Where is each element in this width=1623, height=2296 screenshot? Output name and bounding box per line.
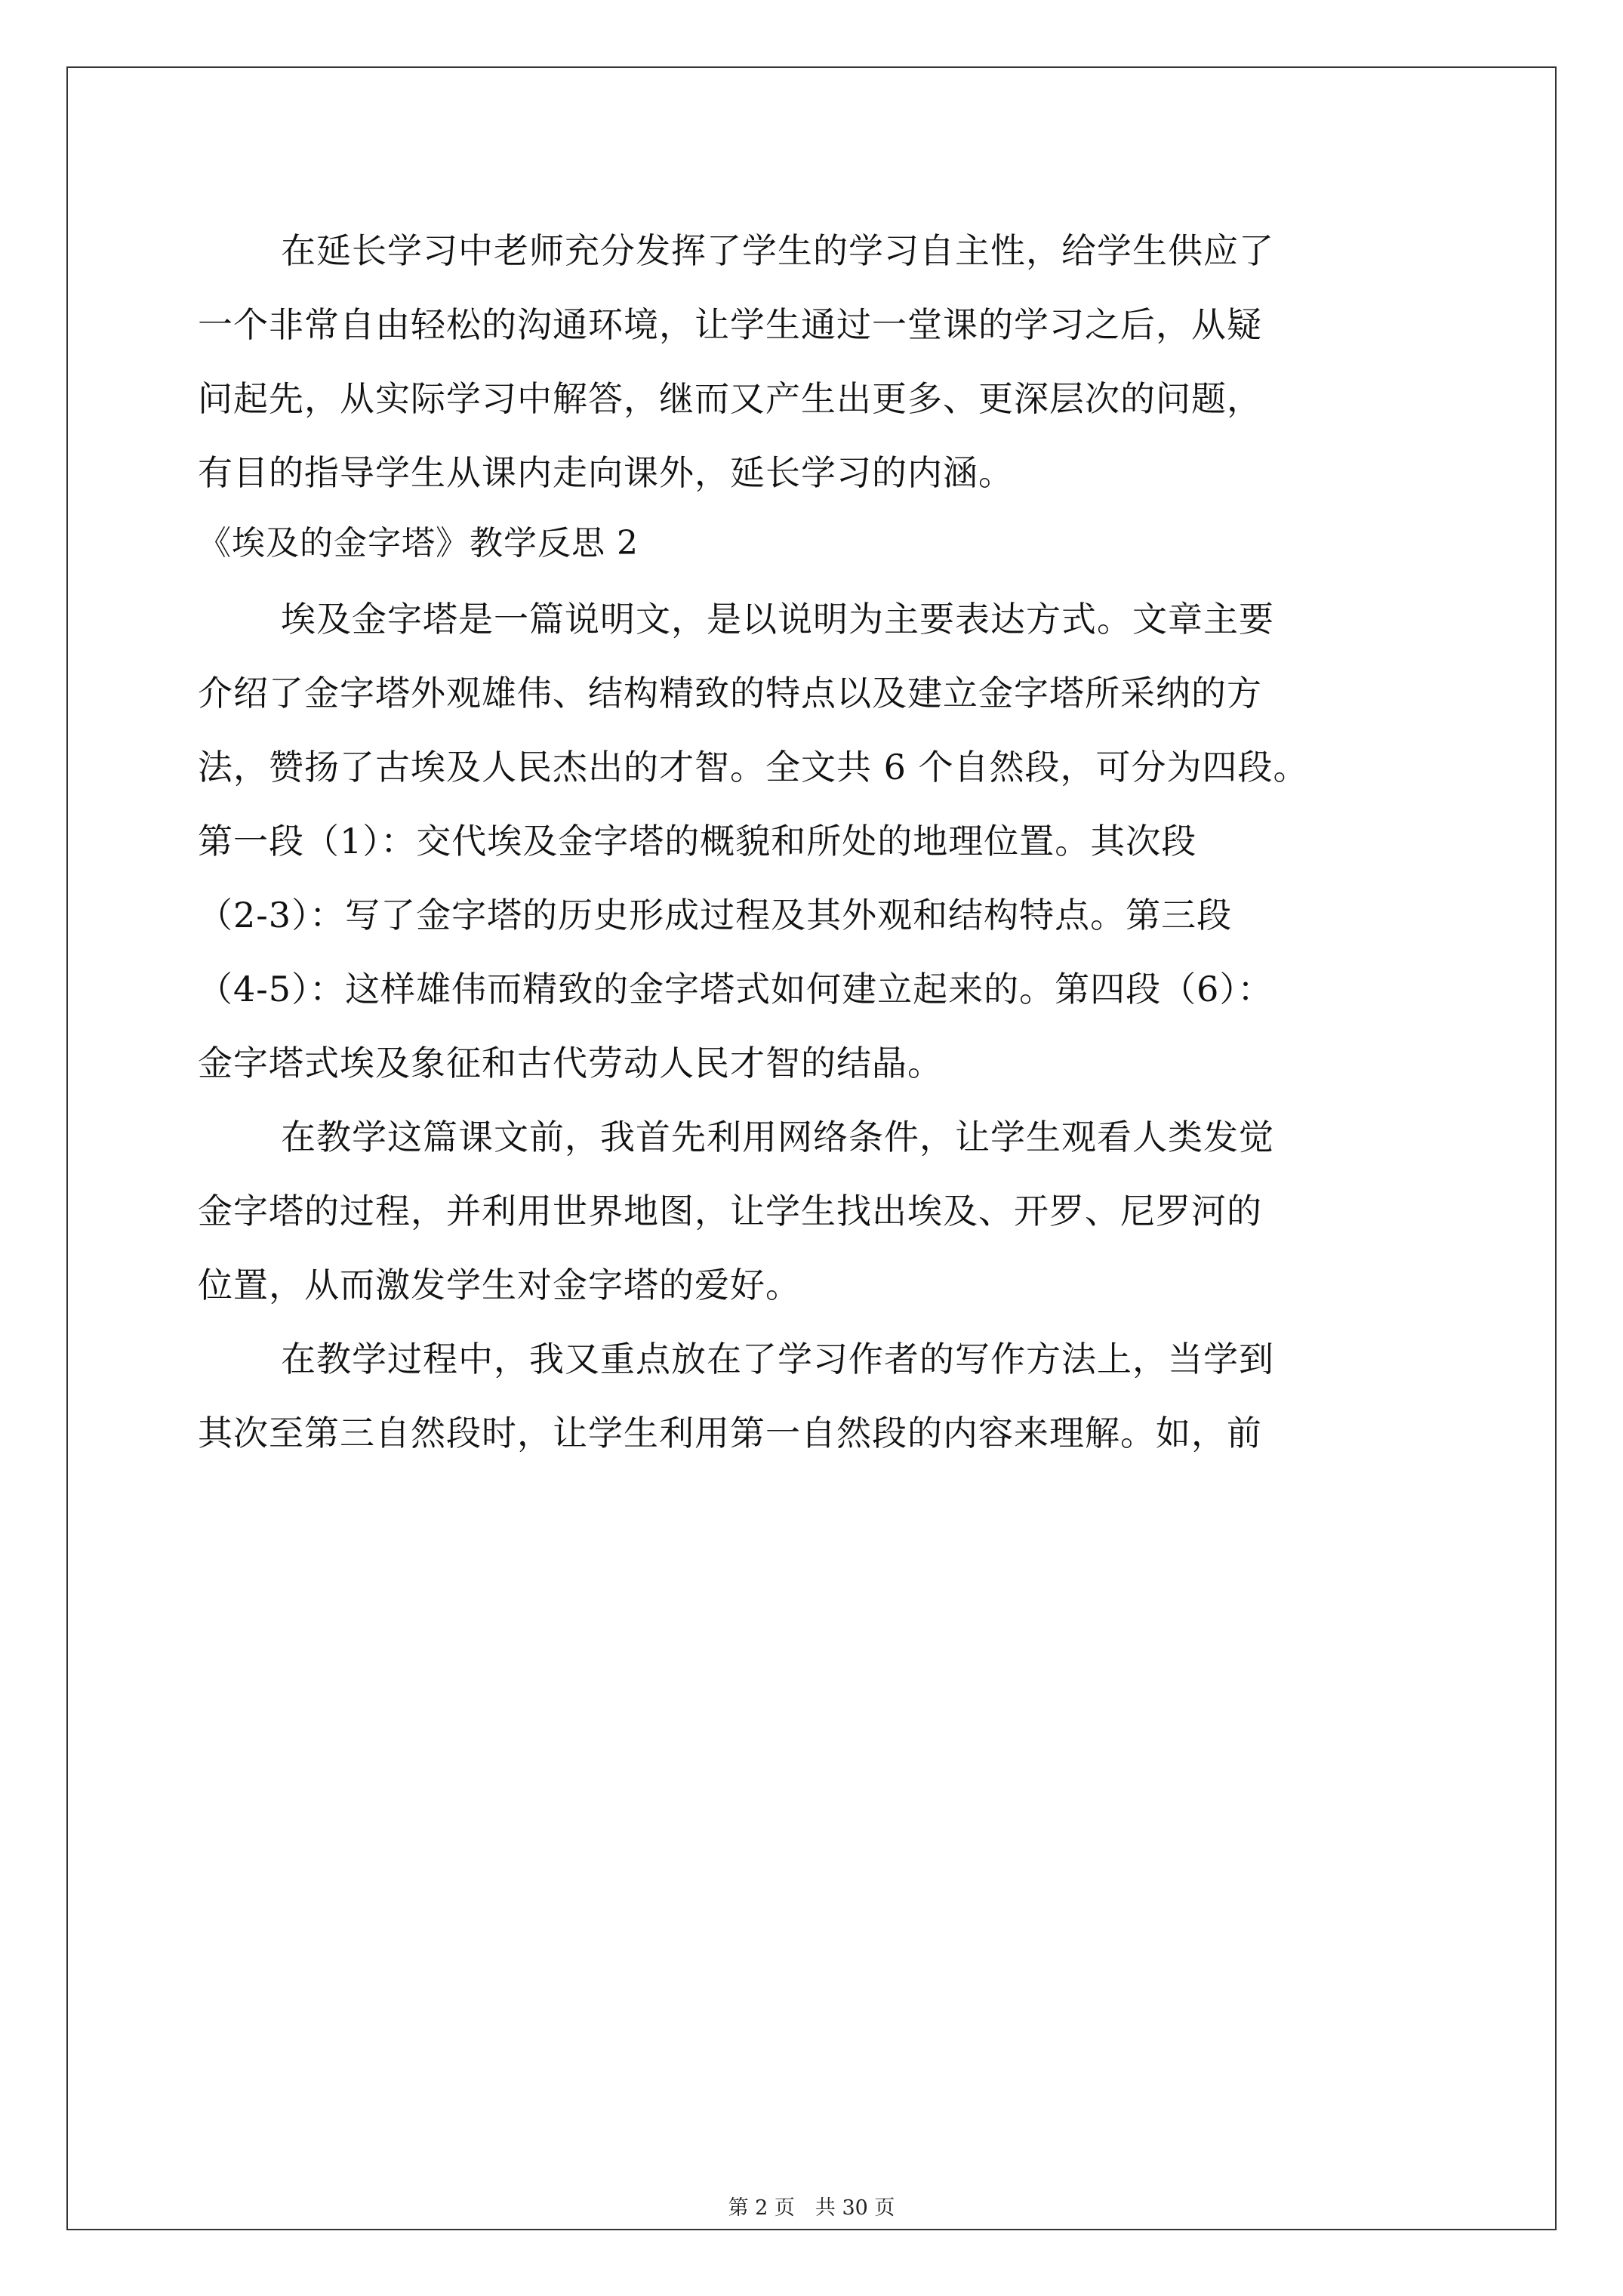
paragraph-2-line-2: 介绍了金字塔外观雄伟、结构精致的特点以及建立金字塔所采纳的方	[198, 673, 1262, 713]
paragraph-4-line-1: 在教学过程中，我又重点放在了学习作者的写作方法上，当学到	[281, 1339, 1274, 1379]
paragraph-1-line-1: 在延长学习中老师充分发挥了学生的学习自主性，给学生供应了	[281, 230, 1274, 271]
paragraph-3-line-1: 在教学这篇课文前，我首先利用网络条件，让学生观看人类发觉	[281, 1117, 1274, 1157]
paragraph-2-line-7: 金字塔式埃及象征和古代劳动人民才智的结晶。	[198, 1043, 943, 1083]
paragraph-2-line-3: 法，赞扬了古埃及人民杰出的才智。全文共 6 个自然段，可分为四段。	[198, 747, 1309, 787]
paragraph-2-line-1: 埃及金字塔是一篇说明文，是以说明为主要表达方式。文章主要	[281, 599, 1274, 639]
paragraph-1-line-4: 有目的指导学生从课内走向课外，延长学习的内涵。	[198, 452, 1014, 493]
page-footer: 第 2 页 共 30 页	[728, 2196, 895, 2220]
paragraph-2-line-4: 第一段（1）：交代埃及金字塔的概貌和所处的地理位置。其次段	[198, 821, 1197, 861]
paragraph-1-line-3: 问起先，从实际学习中解答，继而又产生出更多、更深层次的问题，	[198, 378, 1262, 419]
paragraph-2-line-6: （4-5）：这样雄伟而精致的金字塔式如何建立起来的。第四段（6）：	[198, 969, 1273, 1009]
paragraph-3-line-3: 位置，从而激发学生对金字塔的爱好。	[198, 1265, 801, 1305]
paragraph-4-line-2: 其次至第三自然段时，让学生利用第一自然段的内容来理解。如，前	[198, 1413, 1262, 1453]
paragraph-3-line-2: 金字塔的过程，并利用世界地图，让学生找出埃及、开罗、尼罗河的	[198, 1191, 1262, 1231]
section-heading: 《埃及的金字塔》教学反思 2	[198, 524, 639, 562]
paragraph-1-line-2: 一个非常自由轻松的沟通环境，让学生通过一堂课的学习之后，从疑	[198, 304, 1262, 345]
paragraph-2-line-5: （2-3）：写了金字塔的历史形成过程及其外观和结构特点。第三段	[198, 895, 1233, 935]
